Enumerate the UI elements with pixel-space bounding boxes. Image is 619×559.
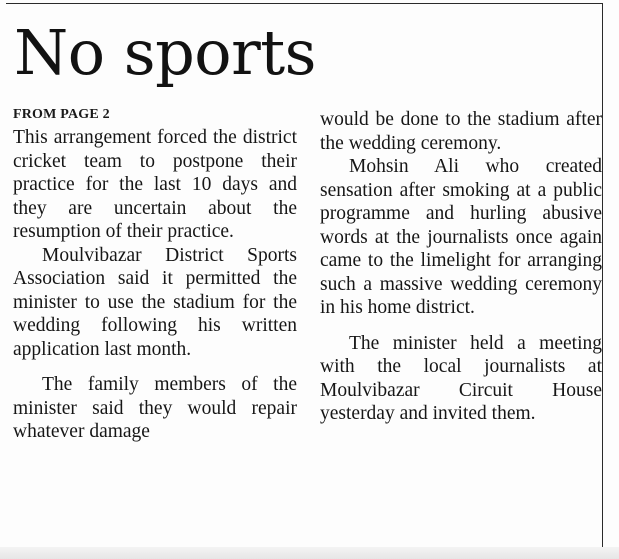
- top-rule: [6, 3, 602, 4]
- page-bottom-edge: [0, 547, 619, 559]
- right-column: [320, 108, 602, 426]
- paragraph-1: This arrangement forced the district cricket team to postpone their practice for the last 10 days and they are uncertain about the resumption of their practice.: [13, 127, 297, 242]
- paragraph-3-continued: would be done to the stadium after the wedding ceremony.: [320, 109, 602, 154]
- paragraph-4: Mohsin Ali who created sensation after smoking at a public programme and hurling abusive words at the journalists once again came to the limelight for arranging such a massive wedding ceremony in his home district.: [320, 156, 602, 318]
- right-rule: [602, 3, 603, 551]
- headline: No sports: [14, 16, 316, 89]
- left-column: [13, 104, 297, 444]
- jump-label: FROM PAGE 2: [13, 107, 110, 122]
- paragraph-2: Moulvibazar District Sports Association said it permitted the minister to use the stadium for the wedding following his written application last month.: [13, 244, 297, 360]
- paragraph-5: The minister held a meeting with the local journalists at Moulvibazar Circuit House yesterday and invited them.: [320, 332, 602, 424]
- paragraph-3: The family members of the minister said they would repair whatever damage: [13, 374, 297, 442]
